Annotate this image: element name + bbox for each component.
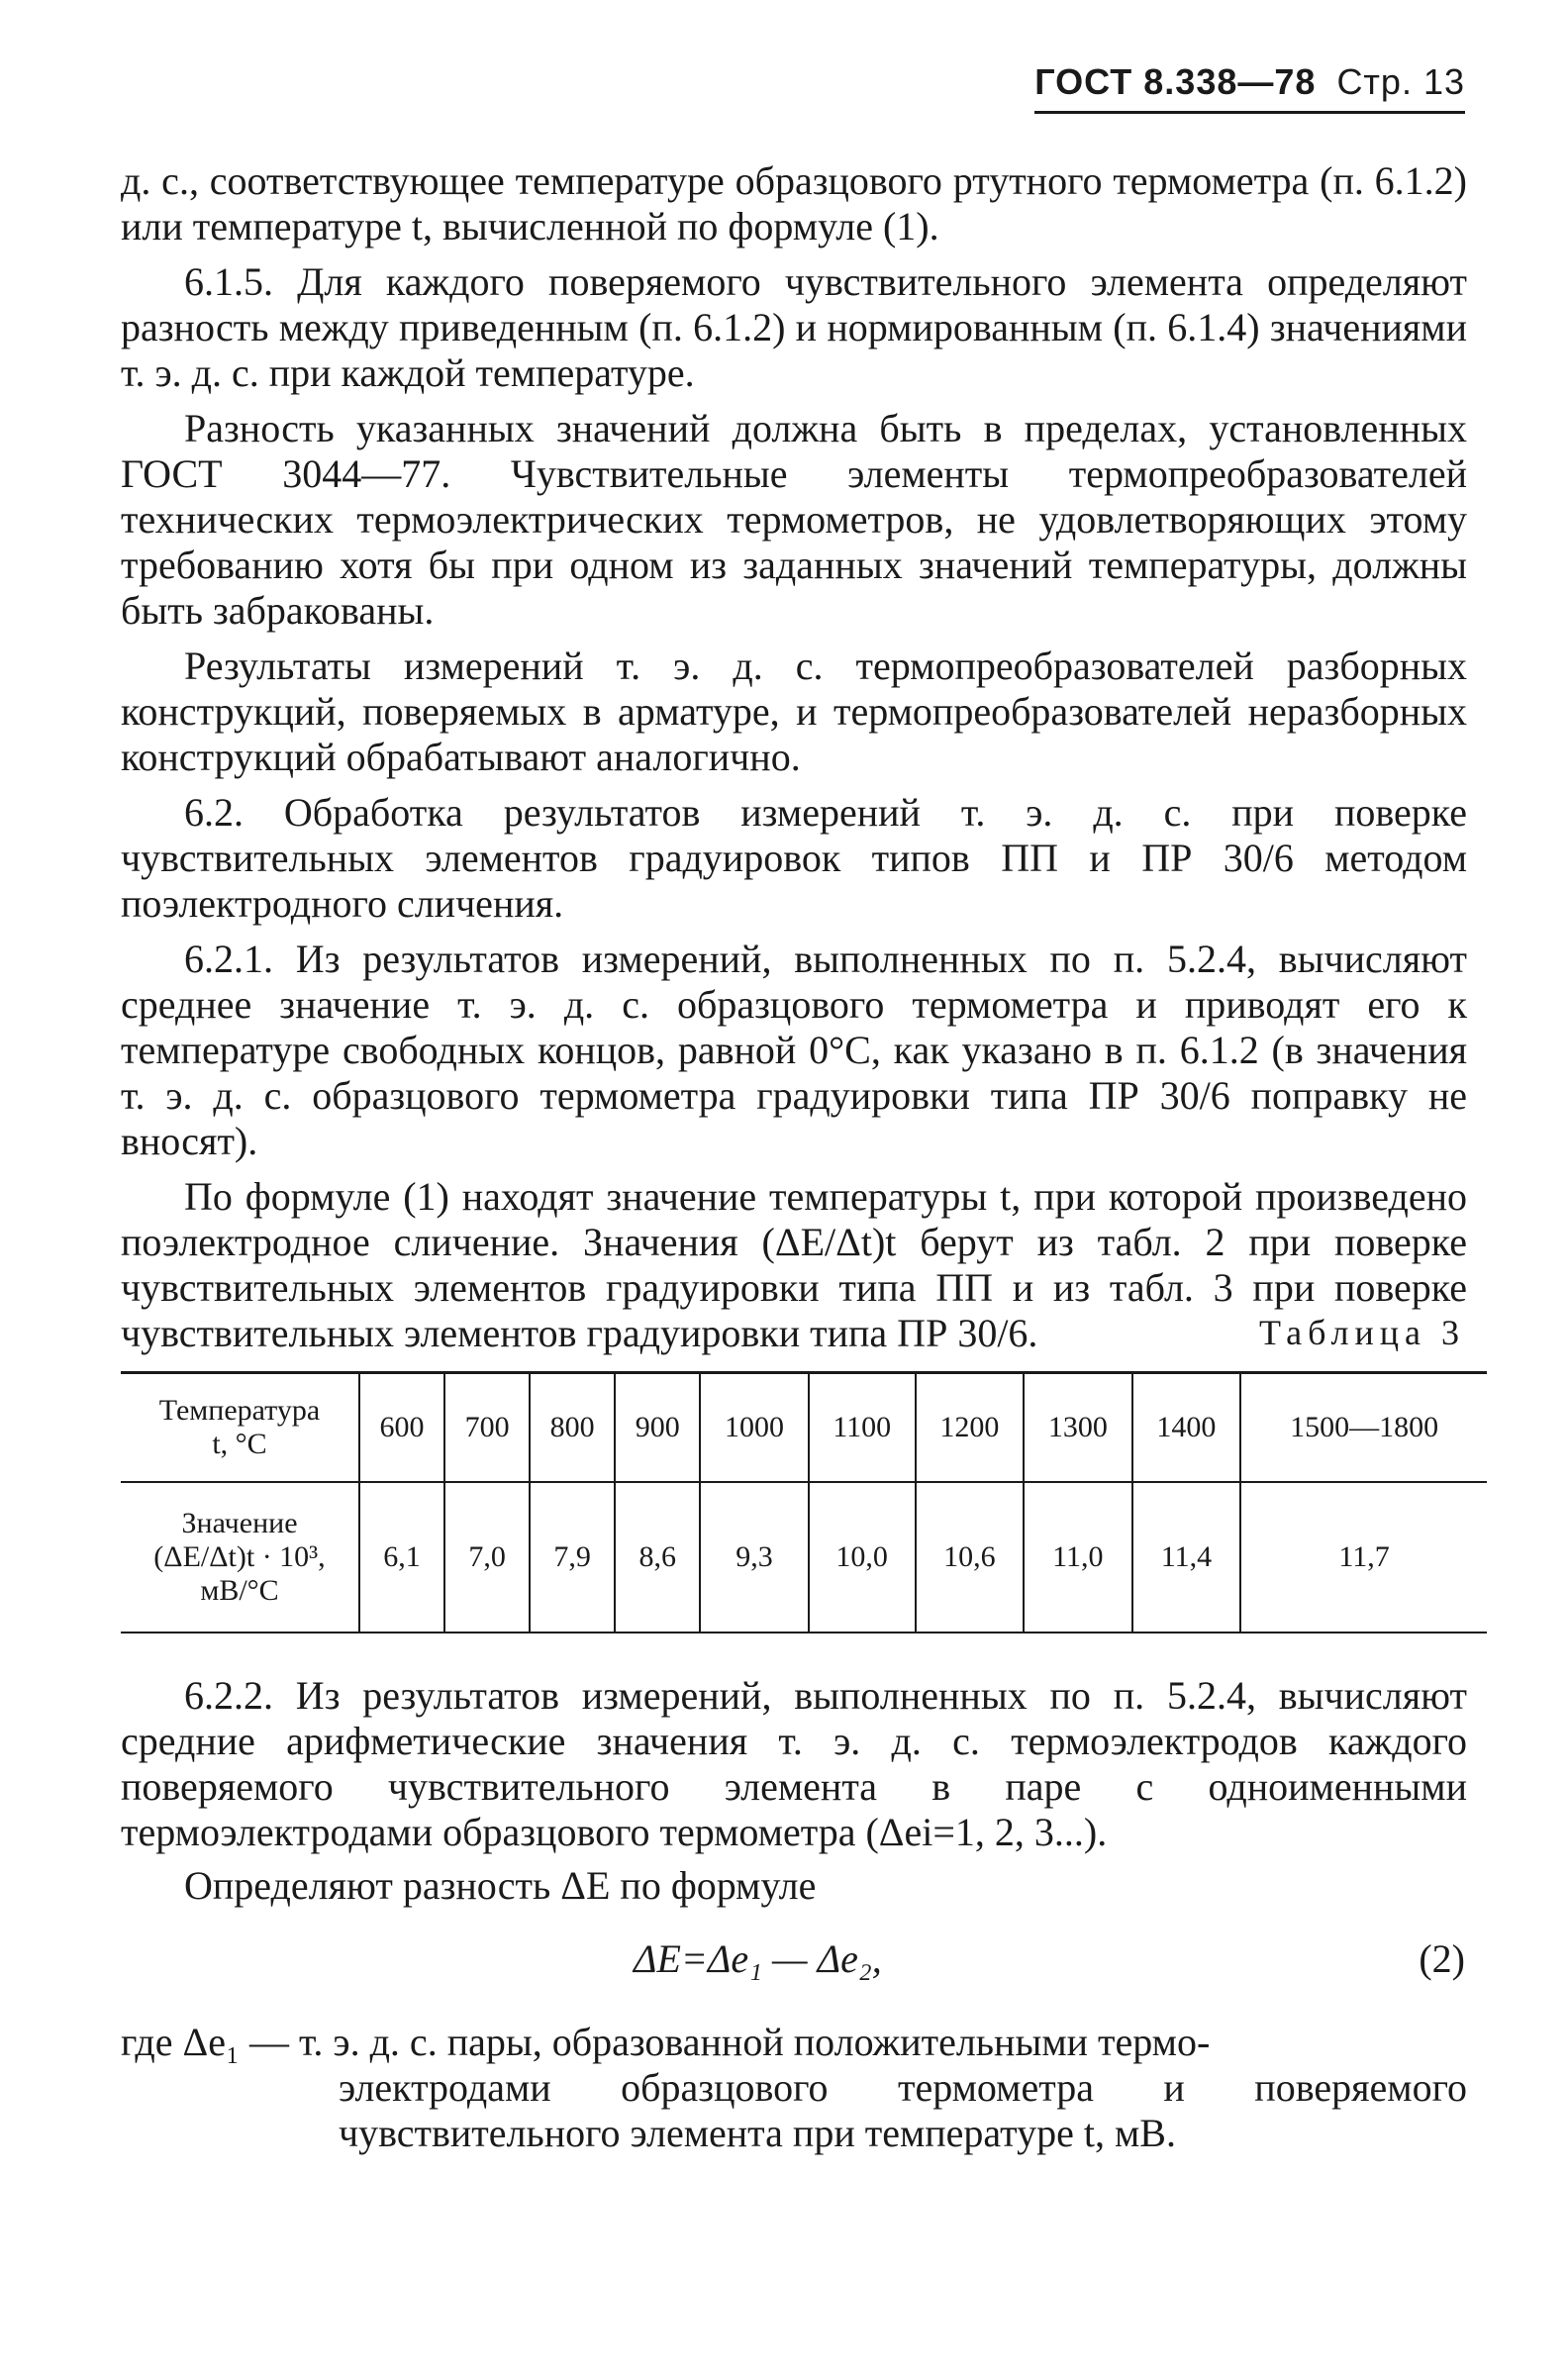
table-cell: 1100 xyxy=(809,1373,916,1483)
table-cell: 10,6 xyxy=(916,1482,1025,1633)
paragraph-formula-1: По формуле (1) находят значение температуры t, при которой произведено поэлектродное сличение. Значения (ΔE/Δt)t берут из табл. 2 при поверке чувствительных элементов градуировки типа ПП и из табл. 3 при поверке чувствительных элементов градуировки типа ПР 30/6. xyxy=(121,1174,1467,1355)
row-label-line: t, °С xyxy=(212,1428,267,1460)
table-row xyxy=(121,1482,1487,1633)
table-cell: 1000 xyxy=(700,1373,809,1483)
page-number: Стр. 13 xyxy=(1336,61,1465,102)
paragraph-6-2-1: 6.2.1. Из результатов измерений, выполненных по п. 5.2.4, вычисляют среднее значение т. э. д. с. образцового термометра и приводят его к температуре свободных концов, равной 0°С, как указано в п. 6.1.2 (в значения т. э. д. с. образцового термометра градуировки типа ПР 30/6 поправку не вносят). xyxy=(121,937,1467,1163)
formula-explanation xyxy=(121,2020,1467,2156)
table-cell: 9,3 xyxy=(700,1482,809,1633)
row-label-line: Значение xyxy=(181,1507,298,1539)
row-label-line: мВ/°С xyxy=(200,1574,279,1607)
formula-number: (2) xyxy=(1419,1936,1465,1981)
main-text-continued xyxy=(121,1673,1467,1917)
table-cell: 6,1 xyxy=(359,1482,444,1633)
table-cell: 1300 xyxy=(1024,1373,1132,1483)
table-cell: 1200 xyxy=(916,1373,1025,1483)
main-text xyxy=(121,158,1467,1366)
table-cell: 8,6 xyxy=(615,1482,700,1633)
page-header xyxy=(1034,61,1465,114)
paragraph-continuation: д. с., соответствующее температуре образцового ртутного термометра (п. 6.1.2) или температуре t, вычисленной по формуле (1). xyxy=(121,158,1467,248)
table-cell: 10,0 xyxy=(809,1482,916,1633)
standard-number: ГОСТ 8.338—78 xyxy=(1034,61,1317,102)
table-row xyxy=(121,1373,1487,1483)
formula-2: ΔE=Δe₁ — Δe₂, xyxy=(634,1936,882,1981)
table-cell: 900 xyxy=(615,1373,700,1483)
table-cell: 7,9 xyxy=(530,1482,615,1633)
table-3 xyxy=(121,1371,1487,1633)
row-label-temperature xyxy=(121,1373,359,1483)
row-label-value xyxy=(121,1482,359,1633)
table-cell: 11,4 xyxy=(1132,1482,1241,1633)
paragraph-6-1-5: 6.1.5. Для каждого поверяемого чувствительного элемента определяют разность между приведенным (п. 6.1.2) и нормированным (п. 6.1.4) значениями т. э. д. с. при каждой температуре. xyxy=(121,259,1467,395)
table-cell: 11,0 xyxy=(1024,1482,1132,1633)
table-cell: 1500—1800 xyxy=(1240,1373,1487,1483)
row-label-line: Температура xyxy=(158,1394,321,1427)
paragraph-results: Результаты измерений т. э. д. с. термопреобразователей разборных конструкций, поверяемых в арматуре, и термопреобразователей неразборных конструкций обрабатывают аналогично. xyxy=(121,643,1467,779)
where-lead: где Δe₁ — т. э. д. с. пары, образованной положительными термо- xyxy=(121,2020,1211,2064)
table-cell: 800 xyxy=(530,1373,615,1483)
paragraph-6-2-2: 6.2.2. Из результатов измерений, выполненных по п. 5.2.4, вычисляют средние арифметические значения т. э. д. с. термоэлектродов каждого поверяемого чувствительного элемента в паре с одноименными термоэлектродами образцового термометра (Δei=1, 2, 3...). xyxy=(121,1673,1467,1854)
table-cell: 600 xyxy=(359,1373,444,1483)
table-cell: 1400 xyxy=(1132,1373,1241,1483)
table-cell: 11,7 xyxy=(1240,1482,1487,1633)
paragraph-6-2: 6.2. Обработка результатов измерений т. э. д. с. при поверке чувствительных элементов градуировок типов ПП и ПР 30/6 методом поэлектродного сличения. xyxy=(121,790,1467,926)
table-caption: Таблица 3 xyxy=(1259,1313,1465,1352)
paragraph-difference-formula: Определяют разность ΔE по формуле xyxy=(184,1863,817,1908)
where-continuation: электродами образцового термометра и поверяемого чувствительного элемента при температуре t, мВ. xyxy=(339,2065,1467,2155)
paragraph-difference: Разность указанных значений должна быть в пределах, установленных ГОСТ 3044—77. Чувствительные элементы термопреобразователей технических термоэлектрических термометров, не удовлетворяющих этому требованию хотя бы при одном из заданных значений температуры, должны быть забракованы. xyxy=(121,406,1467,633)
table-cell: 700 xyxy=(444,1373,530,1483)
row-label-line: (ΔE/Δt)t · 10³, xyxy=(153,1540,326,1573)
table-cell: 7,0 xyxy=(444,1482,530,1633)
